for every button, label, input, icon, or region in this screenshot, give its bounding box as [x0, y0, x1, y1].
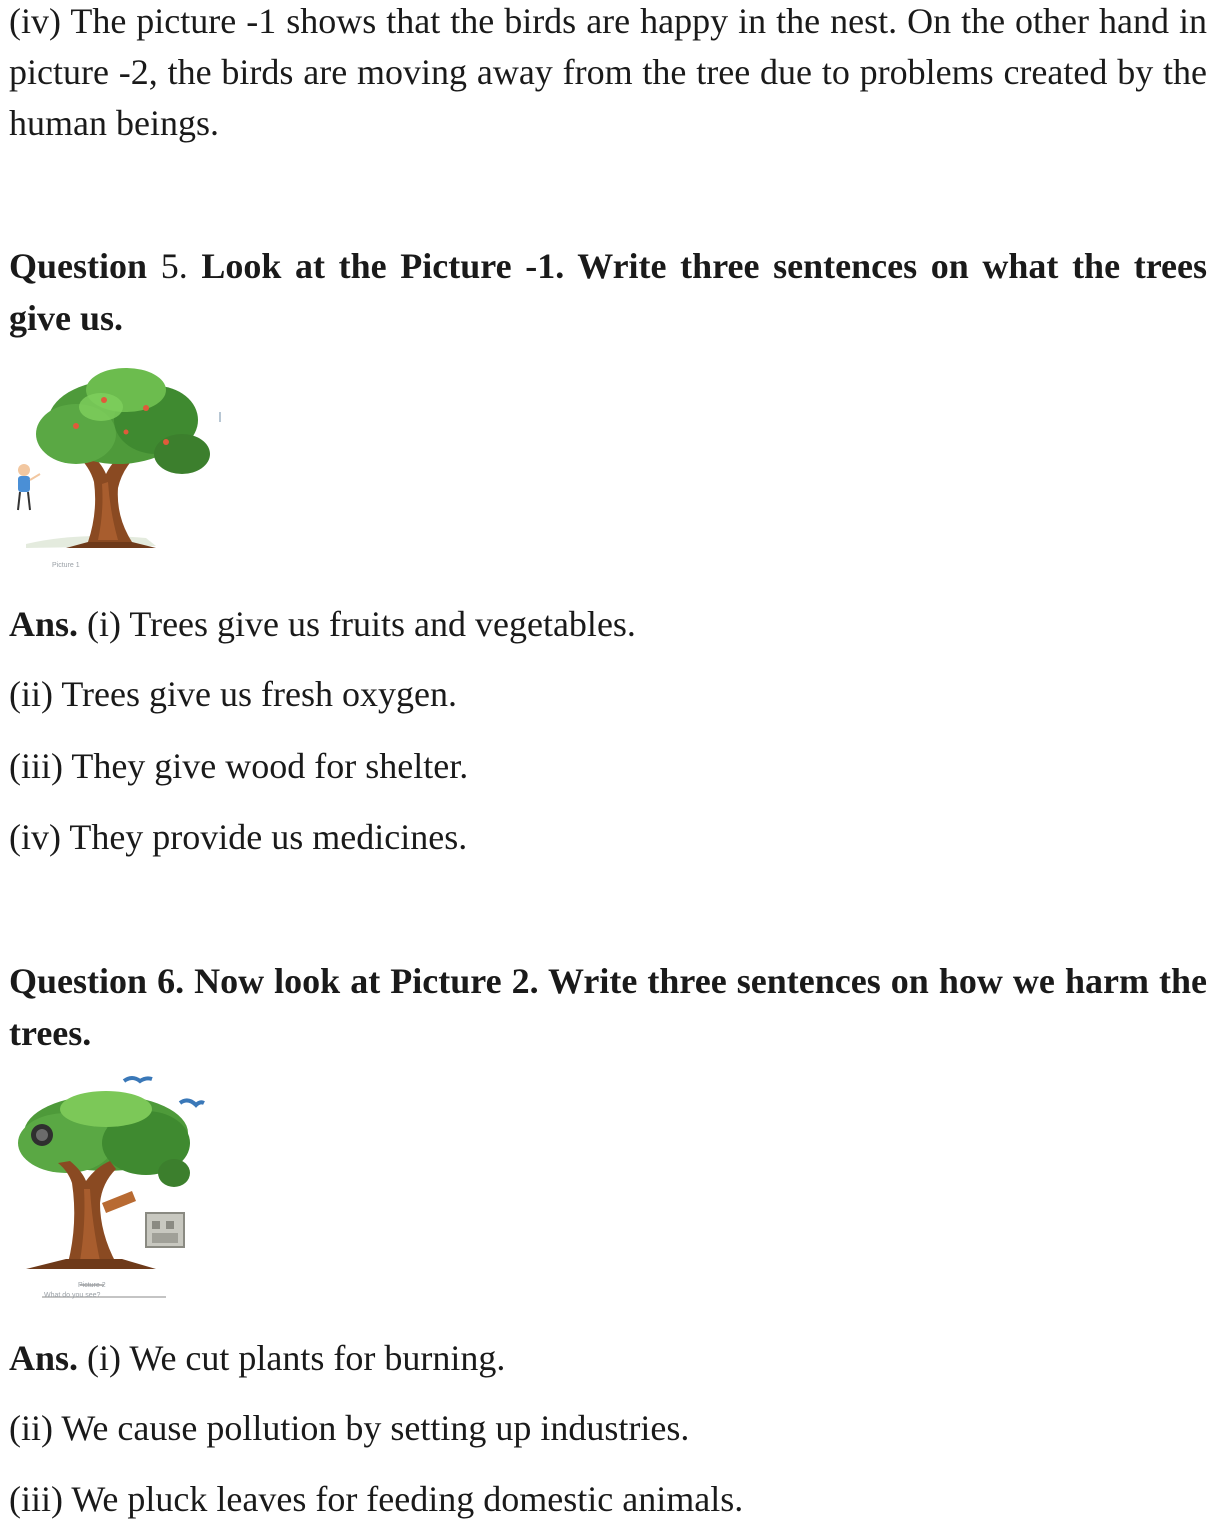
answer-6-item-1: (i) We cut plants for burning. — [87, 1338, 506, 1378]
question-5-label: Question — [9, 246, 161, 286]
answer-5-line-1 — [9, 602, 1207, 646]
answer-6-line-1 — [9, 1336, 1207, 1380]
question-5-number: 5. — [160, 246, 188, 286]
picture-2-tree-illustration — [6, 1073, 206, 1305]
picture-2-subcaption: What do you see? — [44, 1292, 101, 1299]
question-5-text: Look at the Picture -1. Write three sentences on what the trees give us. — [9, 246, 1207, 338]
picture-1-tree-illustration — [6, 362, 228, 552]
answer-5-item-3: (iii) They give wood for shelter. — [9, 746, 469, 786]
answer-6-label: Ans. — [9, 1338, 79, 1378]
question-6-text: Now look at Picture 2. Write three sentences on how we harm the trees. — [9, 961, 1207, 1053]
answer-6-item-2: (ii) We cause pollution by setting up industries. — [9, 1408, 690, 1448]
question-6-label: Question 6. — [9, 961, 185, 1001]
picture-2-caption: Picture 2 — [78, 1282, 106, 1289]
answer-6-item-3: (iii) We pluck leaves for feeding domestic animals. — [9, 1479, 744, 1519]
picture-1-caption: Picture 1 — [52, 562, 80, 569]
question-5-heading — [9, 240, 1207, 344]
intro-paragraph: (iv) The picture -1 shows that the birds are happy in the nest. On the other hand in picture -2, the birds are moving away from the tree due to problems created by the human beings. — [9, 1, 1207, 143]
answer-5-item-1: (i) Trees give us fruits and vegetables. — [87, 604, 636, 644]
answer-5-label: Ans. — [9, 604, 79, 644]
answer-5-item-4: (iv) They provide us medicines. — [9, 817, 468, 857]
answer-5-item-2: (ii) Trees give us fresh oxygen. — [9, 674, 457, 714]
question-6-heading — [9, 955, 1207, 1059]
